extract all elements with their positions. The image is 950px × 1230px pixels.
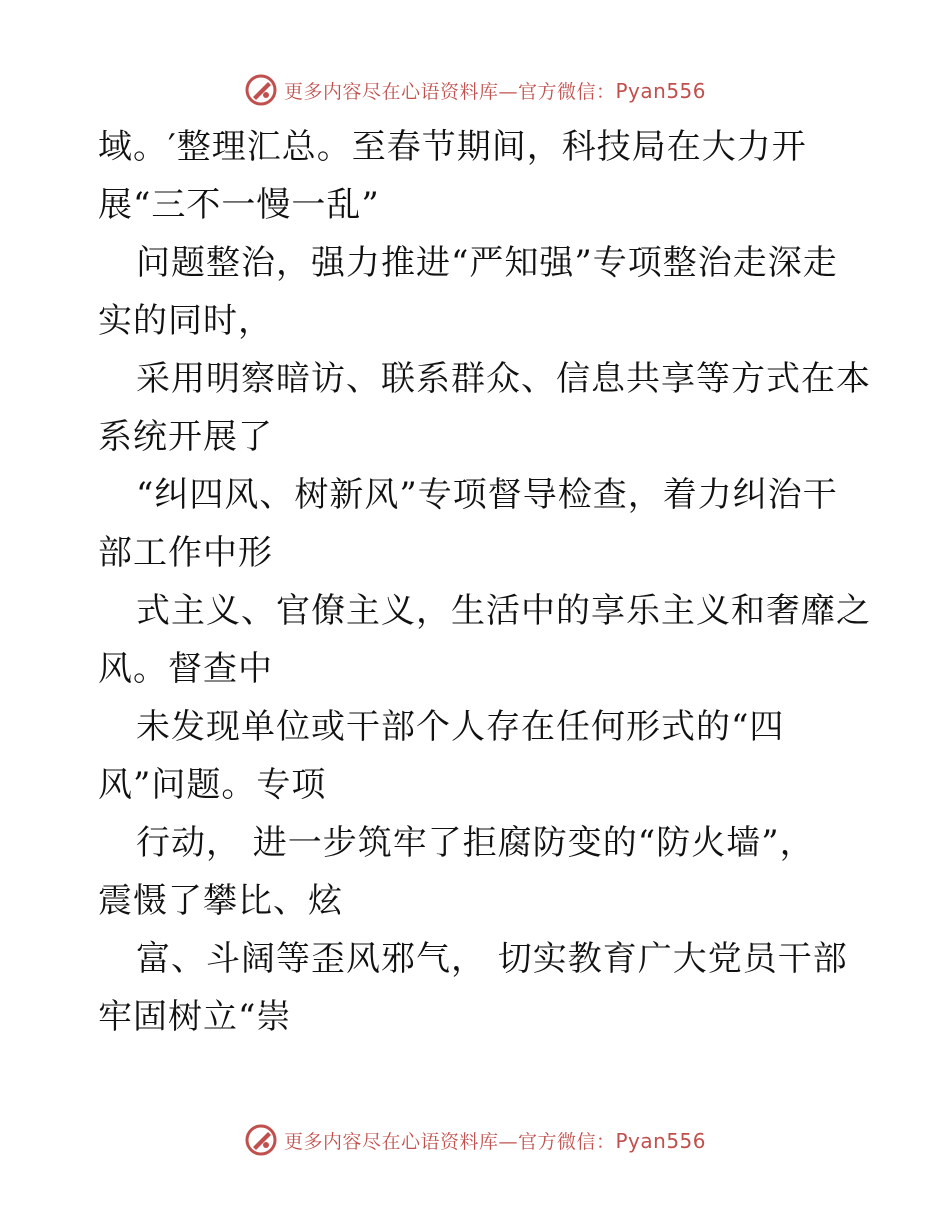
- text-line: 震慑了攀比、炫: [98, 881, 343, 921]
- document-body: [98, 118, 871, 1046]
- text-line: 行动， 进一步筑牢了拒腐防变的“防火墙”，: [136, 823, 815, 863]
- text-line: 富、斗阔等歪风邪气， 切实教育广大党员干部: [136, 939, 848, 979]
- footer-watermark: [0, 1120, 950, 1160]
- text-line: 系统开展了: [98, 417, 273, 457]
- watermark-id: Pyan556: [615, 78, 707, 103]
- pen-logo-icon: [244, 1123, 278, 1157]
- text-line: 式主义、官僚主义，生活中的享乐主义和奢靡之: [136, 591, 871, 631]
- pen-logo-icon: [244, 73, 278, 107]
- text-line: 风”问题。专项: [98, 765, 327, 805]
- watermark-text: [284, 1127, 706, 1154]
- text-line: 牢固树立“崇: [98, 997, 292, 1037]
- text-line: 域。′整理汇总。至春节期间，科技局在大力开: [98, 127, 807, 167]
- watermark-id: Pyan556: [615, 1128, 707, 1153]
- text-line: “纠四风、树新风”专项督导检查，着力纠治干: [136, 475, 838, 515]
- text-line: 未发现单位或干部个人存在任何形式的“四: [136, 707, 785, 747]
- text-line: 展“三不一慢一乱”: [98, 185, 380, 225]
- watermark-label: 更多内容尽在心语资料库—官方微信：: [283, 1130, 616, 1153]
- text-line: 实的同时，: [98, 301, 273, 341]
- text-line: 采用明察暗访、联系群众、信息共享等方式在本: [136, 359, 871, 399]
- text-line: 风。督查中: [98, 649, 273, 689]
- header-watermark: [0, 70, 950, 110]
- watermark-label: 更多内容尽在心语资料库—官方微信：: [283, 80, 616, 103]
- watermark-text: [284, 77, 706, 104]
- text-line: 问题整治，强力推进“严知强”专项整治走深走: [136, 243, 838, 283]
- text-line: 部工作中形: [98, 533, 273, 573]
